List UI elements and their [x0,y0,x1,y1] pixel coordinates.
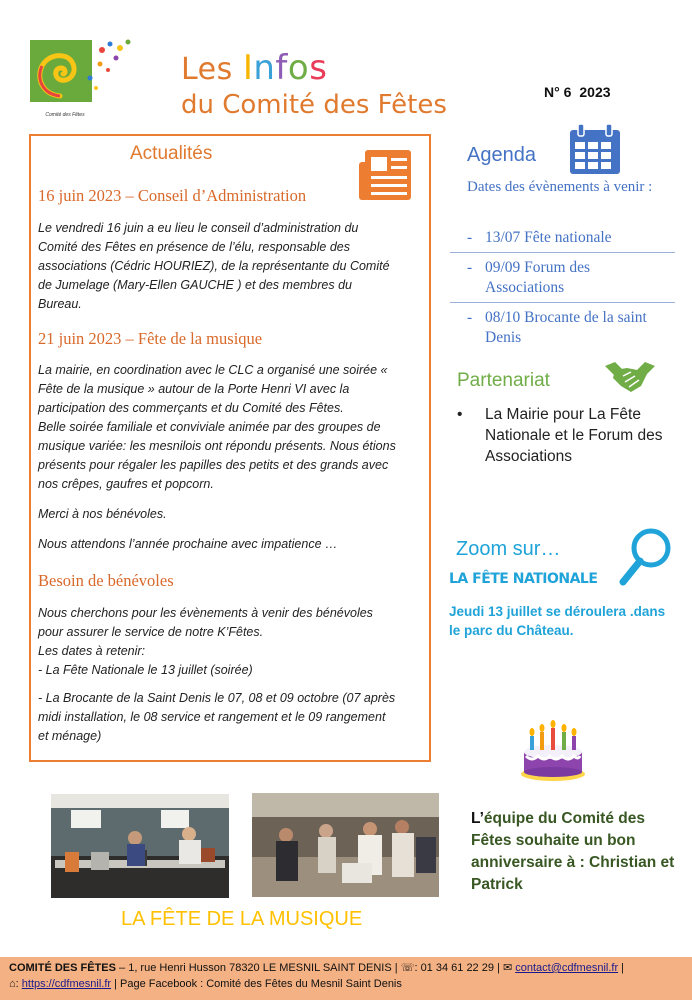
section-heading-conseil: 16 juin 2023 – Conseil d’Administration [38,186,307,205]
zoom-text: Jeudi 13 juillet se déroulera .dans le parc du Château. [449,604,666,638]
calendar-icon [568,124,622,176]
newsletter-title-line1 [181,48,327,88]
facebook-text: | Page Facebook : Comité des Fêtes du Mesnil Saint Denis [111,978,402,990]
section-text-conseil: Le vendredi 16 juin a eu lieu le conseil d’administration du Comité des Fêtes en présence de l’élu, responsable des associations (Cédric HOURIEZ), de la représentante du Comité de Jumelage (Mary-Ellen GAUCHE ) et des membres du Bureau. [38,221,390,311]
title-letter: f [275,48,288,88]
birthday-cake-icon [518,714,588,784]
paragraph: Nous cherchons pour les évènements à venir des bénévoles pour assurer le service de notre K’Fêtes. [38,606,373,639]
footer-phone: : 01 34 61 22 29 | [414,962,500,974]
bullet: • [457,406,463,423]
footer-line2 [9,978,402,990]
footer-separator: | [621,962,625,974]
agenda-item-text: 09/09 Forum des Associations [485,259,591,296]
zoom-subject: LA FÊTE NATIONALE [449,571,598,587]
partenariat-item-text: La Mairie pour La Fête Nationale et le Forum des Associations [485,406,663,465]
handshake-icon [603,360,657,394]
footer-org: COMITÉ DES FÊTES [9,962,116,974]
paragraph: La mairie, en coordination avec le CLC a organisé une soirée « Fête de la musique » autour de la Porte Henri VI avec la participation des commerçants et du Comité des Fêtes. [38,363,388,415]
email-link[interactable]: contact@cdfmesnil.fr [515,962,619,974]
issue-label: N° 6 [544,84,572,100]
zoom-title: Zoom sur… [456,538,561,560]
agenda-dash: - [467,259,473,276]
partenariat-title: Partenariat [457,370,550,391]
divider [450,302,675,303]
agenda-dash: - [467,309,473,326]
title-letter: s [309,48,328,88]
agenda-item [467,258,672,298]
agenda-dash: - [467,229,473,246]
paragraph: Merci à nos bénévoles. [38,507,167,521]
birthday-message [471,808,686,896]
paragraph: Belle soirée familiale et conviviale animée par des groupes de musique variée: les mesnilois ont répondu présents. Nous étions présents pour régaler les papilles des petits et des grands avec nos crêpes, gaufres et popcorn. [38,420,396,491]
photo-fete-musique-stand [51,794,229,898]
issue-year: 2023 [579,84,611,100]
paragraph: Nous attendons l’année prochaine avec impatience … [38,537,338,551]
agenda-title: Agenda [467,144,536,166]
section-text-benevoles [38,604,396,746]
web-icon: ⌂ [9,978,16,990]
birthday-text: équipe du Comité des Fêtes souhaite un bon anniversaire à : Christian et Patrick [471,810,675,893]
phone-icon: ☏ [400,962,415,974]
birthday-prefix: L’ [471,810,484,827]
issue-number [544,84,619,100]
section-text-musique [38,361,396,554]
agenda-subtitle: Dates des évènements à venir : [467,179,653,195]
title-letter: I [242,48,254,88]
footer-line1 [9,961,624,974]
agenda-item [467,228,672,248]
agenda-item [467,308,672,348]
title-letter: n [253,48,276,88]
title-word-infos [242,48,328,88]
website-link[interactable]: https://cdfmesnil.fr [21,978,112,990]
partenariat-item [457,404,677,467]
paragraph: Les dates à retenir: [38,644,146,658]
logo-caption: Comité des Fêtes [45,112,85,118]
footer-address: – 1, rue Henri Husson 78320 LE MESNIL SAINT DENIS | [115,962,398,974]
title-word-les: Les [181,52,233,87]
mail-icon: ✉ [502,962,513,974]
newsletter-title-line2: du Comité des Fêtes [181,90,447,120]
section-heading-musique: 21 juin 2023 – Fête de la musique [38,329,263,348]
paragraph: - La Fête Nationale le 13 juillet (soirée) [38,663,253,677]
section-heading-benevoles: Besoin de bénévoles [38,571,174,590]
photo-fete-musique-foule [252,793,439,897]
title-letter: o [287,48,310,88]
divider [450,252,675,253]
paragraph: - La Brocante de la Saint Denis le 07, 08 et 09 octobre (07 après midi installation, le 08 service et rangement et le 09 rangement et ménage) [38,691,396,743]
web-prefix: : [15,978,22,990]
magnifier-icon [617,526,673,588]
newspaper-icon [357,148,413,202]
agenda-item-text: 08/10 Brocante de la saint Denis [485,309,647,346]
agenda-item-text: 13/07 Fête nationale [485,229,612,246]
actualites-title: Actualités [130,143,213,164]
photos-caption: LA FÊTE DE LA MUSIQUE [121,908,363,930]
